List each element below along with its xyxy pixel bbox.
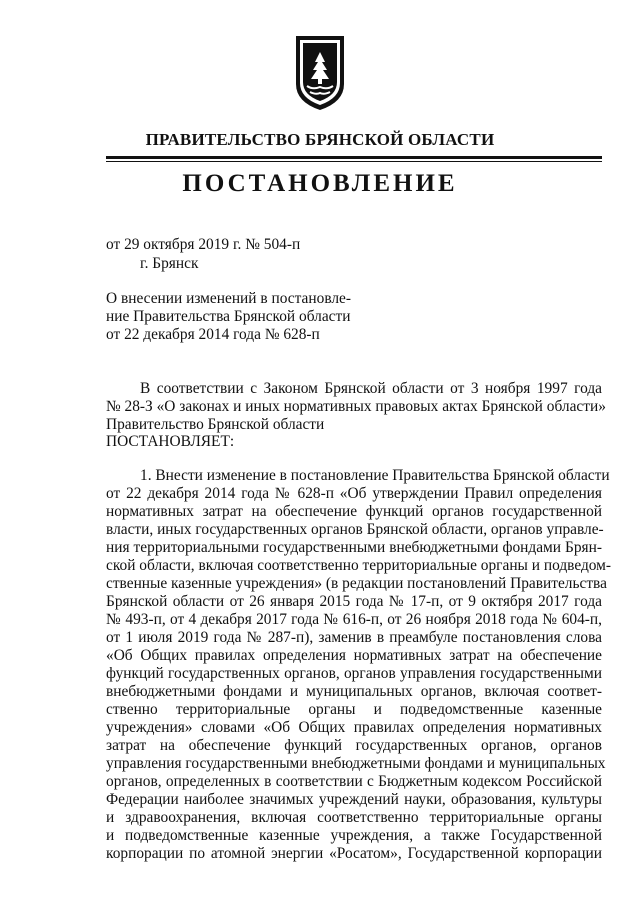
- document-city: г. Брянск: [140, 255, 199, 272]
- paragraph-line: ственные казенные учреждения» (в редакции постановлений Правительства: [106, 575, 607, 592]
- paragraph-line: ской области, включая соответственно территориальные органы и подведом-: [106, 557, 612, 574]
- paragraph-line: учреждения» словами «Об Общих правилах определения нормативных: [106, 719, 602, 736]
- paragraph-line: нормативных затрат на обеспечение функций органов государственной: [106, 503, 602, 520]
- resolves-keyword: ПОСТАНОВЛЯЕТ:: [106, 433, 235, 450]
- paragraph-line: и здравоохранения, включая соответственно территориальные органы: [106, 809, 602, 826]
- header-divider-thick: [106, 156, 602, 159]
- paragraph-line: от 1 июля 2019 года № 287-п), заменив в преамбуле постановления слова: [106, 629, 602, 646]
- preamble-line: № 28-З «О законах и иных нормативных правовых актах Брянской области»: [106, 398, 606, 415]
- subject-line: от 22 декабря 2014 года № 628-п: [106, 326, 320, 343]
- paragraph-line: Федерации наиболее значимых учреждений науки, образования, культуры: [106, 791, 602, 808]
- paragraph-line: власти, иных государственных органов Брянской области, органов управле-: [106, 521, 604, 538]
- paragraph-line: Брянской области от 26 января 2015 года № 17-п, от 9 октября 2017 года: [106, 593, 602, 610]
- paragraph-line: затрат на обеспечение функций государственных органов, органов: [106, 737, 602, 754]
- paragraph-line: органов, определенных в соответствии с Бюджетным кодексом Российской: [106, 773, 602, 790]
- document-date-number: от 29 октября 2019 г. № 504-п: [106, 236, 301, 253]
- subject-line: О внесении изменений в постановле-: [106, 290, 352, 307]
- paragraph-line: 1. Внести изменение в постановление Правительства Брянской области: [140, 467, 610, 484]
- subject-line: ние Правительства Брянской области: [106, 308, 351, 325]
- paragraph-line: «Об Общих правилах определения нормативных затрат на обеспечение: [106, 647, 602, 664]
- document-type-title: ПОСТАНОВЛЕНИЕ: [182, 170, 458, 197]
- paragraph-line: управления государственными внебюджетными фондами и муниципальных: [106, 755, 606, 772]
- paragraph-line: ственно территориальные органы и подведомственные казенные: [106, 701, 602, 718]
- paragraph-line: корпорации по атомной энергии «Росатом», Государственной корпорации: [106, 845, 602, 862]
- paragraph-line: внебюджетными фондами и муниципальных органов, включая соответ-: [106, 683, 602, 700]
- paragraph-line: и подведомственные казенные учреждения, а также Государственной: [106, 827, 602, 844]
- header-divider-thin: [106, 161, 602, 162]
- paragraph-line: функций государственных органов, органов управления государственными: [106, 665, 602, 682]
- coat-of-arms-icon: [291, 32, 349, 112]
- paragraph-line: № 493-п, от 4 декабря 2017 года № 616-п, от 26 ноября 2018 года № 604-п,: [106, 611, 602, 628]
- paragraph-line: от 22 декабря 2014 года № 628-п «Об утверждении Правил определения: [106, 485, 602, 502]
- preamble-line: Правительство Брянской области: [106, 416, 325, 433]
- paragraph-line: ния территориальными государственными внебюджетными фондами Брян-: [106, 539, 602, 556]
- government-title: ПРАВИТЕЛЬСТВО БРЯНСКОЙ ОБЛАСТИ: [145, 130, 495, 149]
- preamble-line: В соответствии с Законом Брянской области от 3 ноября 1997 года: [140, 380, 602, 397]
